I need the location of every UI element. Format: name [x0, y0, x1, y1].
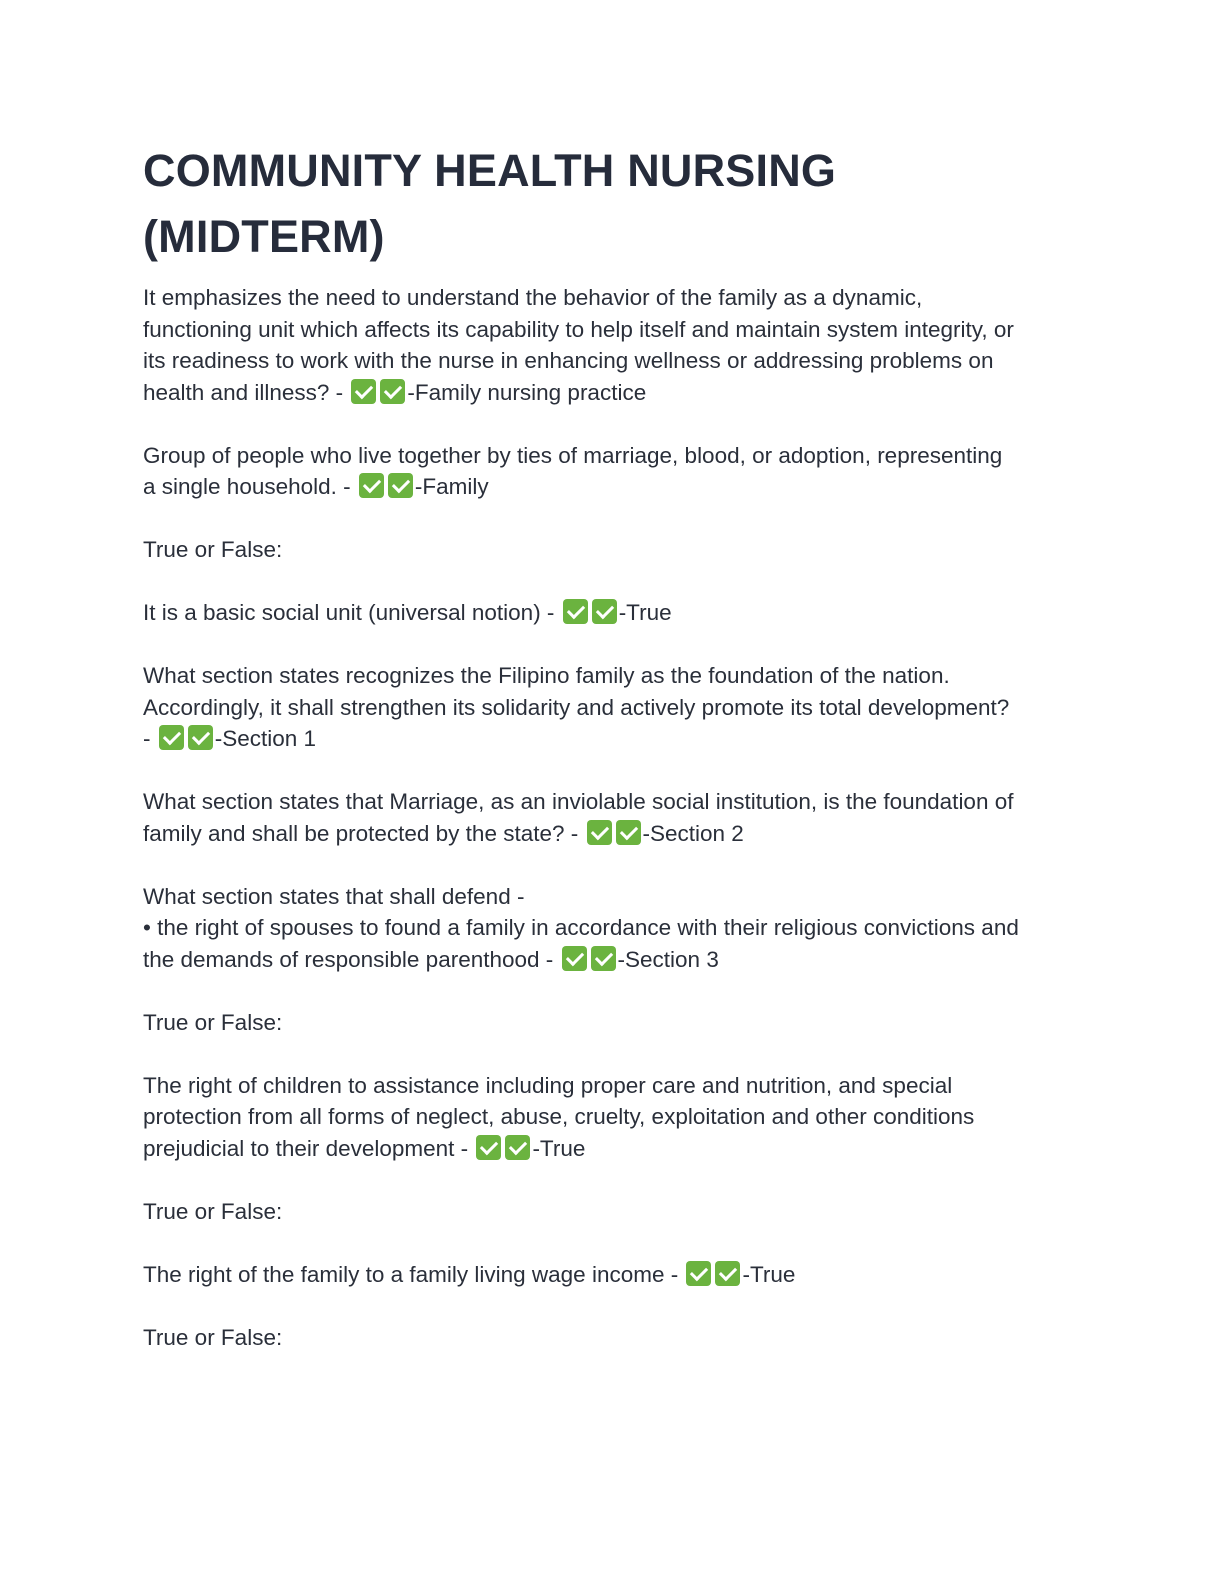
question-answer-line	[143, 1259, 1083, 1291]
heading-text: True or False:	[143, 1324, 283, 1350]
question-answer-line	[143, 1133, 1083, 1165]
heading-text: True or False:	[143, 1198, 283, 1224]
question-line-ending: It is a basic social unit (universal notion) -	[143, 600, 561, 625]
question-line: What section states that shall defend -	[143, 883, 525, 909]
question-line-ending: The right of the family to a family living wage income -	[143, 1261, 685, 1287]
question-answer-item	[143, 282, 1083, 408]
question-line: The right of children to assistance including proper care and nutrition, and special	[143, 1072, 953, 1098]
heading-text: True or False:	[143, 1009, 283, 1035]
check-mark-icon	[351, 379, 376, 404]
answer-text: -True	[742, 1261, 796, 1287]
question-line: functioning unit which affects its capability to help itself and maintain system integrity, or	[143, 316, 1014, 342]
question-line-ending: a single household. -	[143, 474, 357, 499]
document-title	[143, 138, 1083, 270]
title-line-2: (MIDTERM)	[143, 211, 385, 262]
question-answer-item	[143, 660, 1083, 755]
document-page	[143, 138, 1083, 1385]
question-answer-item	[143, 1259, 1083, 1291]
question-line: its readiness to work with the nurse in enhancing wellness or addressing problems on	[143, 348, 994, 373]
question-line-ending: health and illness? -	[143, 379, 350, 405]
check-mark-icon	[616, 820, 641, 845]
question-answer-item	[143, 597, 1083, 629]
title-line-1: COMMUNITY HEALTH NURSING	[143, 145, 837, 196]
question-line-ending: the demands of responsible parenthood -	[143, 946, 560, 972]
section-heading	[143, 534, 1083, 566]
question-line-ending: -	[143, 726, 157, 751]
question-answer-line	[143, 471, 1083, 503]
question-answer-line	[143, 723, 1083, 755]
check-mark-icon	[592, 599, 617, 624]
answer-text: -Section 3	[617, 946, 719, 972]
section-heading	[143, 1322, 1083, 1354]
check-mark-icon	[715, 1261, 740, 1286]
question-line-ending: prejudicial to their development -	[143, 1135, 475, 1161]
question-list	[143, 282, 1083, 1353]
check-mark-icon	[359, 473, 384, 498]
question-answer-line	[143, 818, 1083, 850]
question-line-ending: family and shall be protected by the state? -	[143, 820, 585, 846]
question-line: What section states recognizes the Filipino family as the foundation of the nation.	[143, 663, 950, 688]
question-answer-line	[143, 377, 1083, 409]
check-mark-icon	[388, 473, 413, 498]
check-mark-icon	[159, 725, 184, 750]
question-answer-item	[143, 881, 1083, 976]
check-mark-icon	[587, 820, 612, 845]
question-answer-item	[143, 440, 1083, 503]
answer-text: -Section 2	[642, 820, 744, 846]
question-line: Accordingly, it shall strengthen its solidarity and actively promote its total development?	[143, 694, 1010, 720]
answer-text: -Section 1	[214, 726, 317, 751]
question-line: • the right of spouses to found a family in accordance with their religious convictions and	[143, 915, 1019, 940]
check-mark-icon	[563, 599, 588, 624]
answer-text: -True	[532, 1135, 586, 1161]
question-answer-item	[143, 786, 1083, 849]
check-mark-icon	[562, 946, 587, 971]
check-mark-icon	[686, 1261, 711, 1286]
answer-text: -Family nursing practice	[407, 379, 647, 405]
answer-text: -True	[618, 600, 672, 625]
answer-text: -Family	[414, 474, 489, 499]
question-line: It emphasizes the need to understand the behavior of the family as a dynamic,	[143, 285, 923, 310]
check-mark-icon	[380, 379, 405, 404]
question-answer-item	[143, 1070, 1083, 1165]
section-heading	[143, 1007, 1083, 1039]
check-mark-icon	[188, 725, 213, 750]
section-heading	[143, 1196, 1083, 1228]
check-mark-icon	[476, 1135, 501, 1160]
heading-text: True or False:	[143, 537, 283, 562]
question-line: What section states that Marriage, as an inviolable social institution, is the foundation of	[143, 789, 1014, 814]
question-answer-line	[143, 944, 1083, 976]
check-mark-icon	[591, 946, 616, 971]
question-answer-line	[143, 597, 1083, 629]
check-mark-icon	[505, 1135, 530, 1160]
question-line: Group of people who live together by ties of marriage, blood, or adoption, representing	[143, 442, 1003, 468]
question-line: protection from all forms of neglect, abuse, cruelty, exploitation and other conditions	[143, 1104, 975, 1129]
